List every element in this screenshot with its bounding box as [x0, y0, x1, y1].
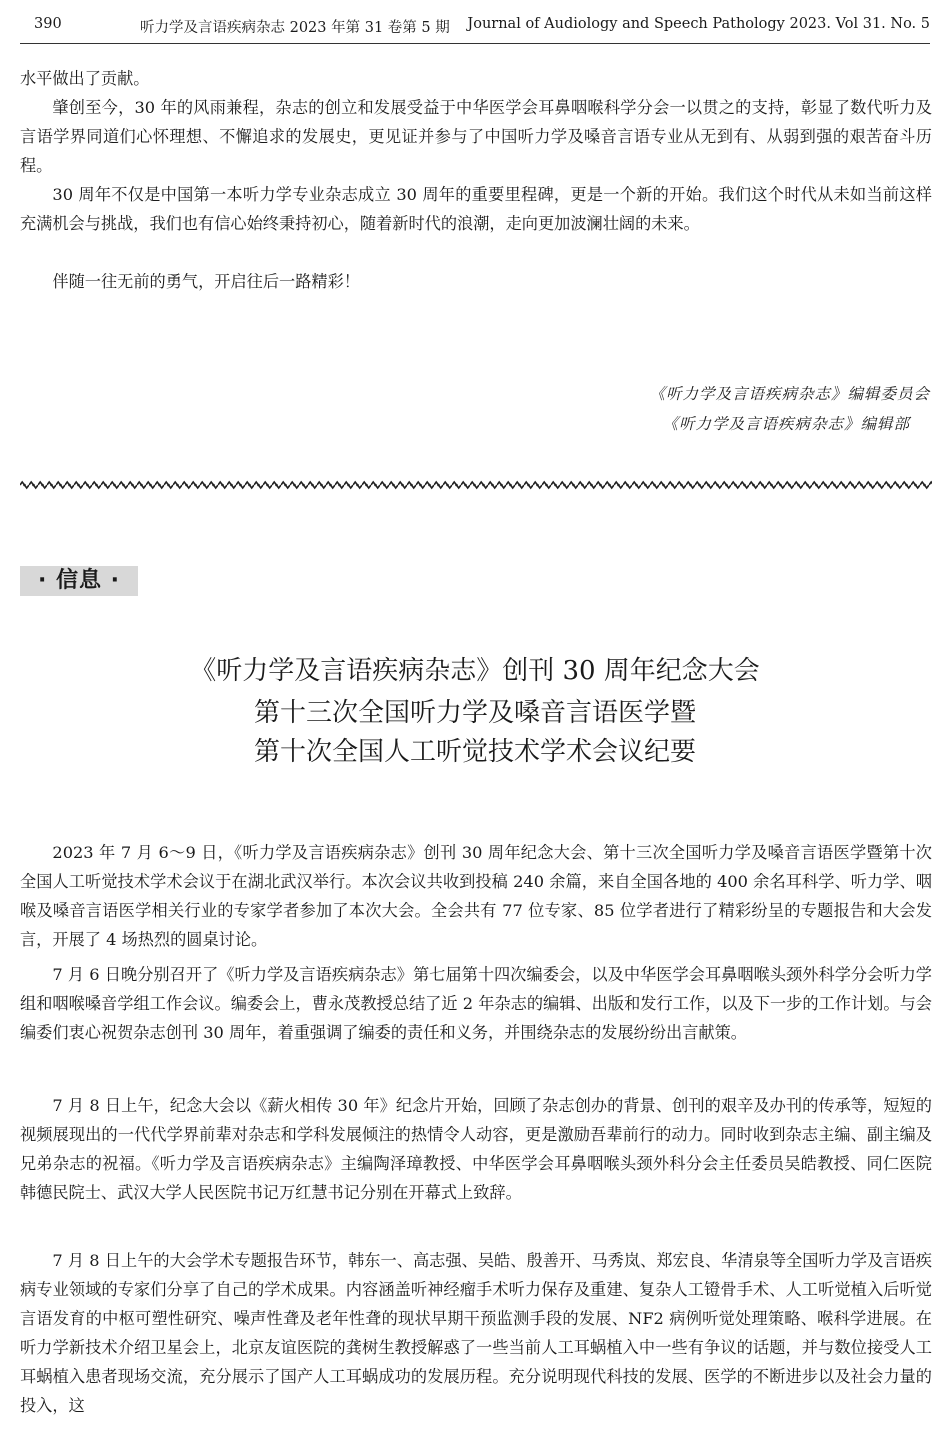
page-number: 390	[34, 16, 62, 32]
article-title-line-1: 《听力学及言语疾病杂志》创刊 30 周年纪念大会	[190, 656, 760, 686]
preface-paragraph: 伴随一往无前的勇气，开启往后一路精彩！	[52, 272, 360, 291]
preface-paragraph: 肇创至今，30 年的风雨兼程，杂志的创立和发展受益于中华医学会耳鼻咽喉科学分会一以贯之的支持，彰显了数代听力及言语学界同道们心怀理想、不懈追求的发展史，更见证并参与了中国听力学及嗓音言语专业从无到有、从弱到强的艰苦奋斗历程。	[20, 98, 932, 175]
header-rule	[20, 43, 930, 44]
article-paragraph: 7 月 8 日上午的大会学术专题报告环节，韩东一、高志强、吴皓、殷善开、马秀岚、郑宏良、华清泉等全国听力学及言语疾病专业领域的专家们分享了自己的学术成果。内容涵盖听神经瘤手术听力保存及重建、复杂人工镫骨手术、人工听觉植入后听觉言语发育的中枢可塑性研究、噪声性聋及老年性聋的现状早期干预监测手段的发展、NF2 病例听觉处理策略、喉科学进展。在听力学新技术介绍卫星会上，北京友谊医院的龚树生教授解惑了一些当前人工耳蜗植入中一些有争议的话题，并与数位接受人工耳蜗植入患者现场交流，充分展示了国产人工耳蜗成功的发展历程。充分说明现代科技的发展、医学的不断进步以及社会力量的投入，这	[20, 1251, 932, 1415]
article-paragraph: 7 月 6 日晚分别召开了《听力学及言语疾病杂志》第七届第十四次编委会，以及中华医学会耳鼻咽喉头颈外科学分会听力学组和咽喉嗓音学组工作会议。编委会上，曹永茂教授总结了近 2 年杂志的编辑、出版和发行工作，以及下一步的工作计划。与会编委们衷心祝贺杂志创刊 30 周年，着重强调了编委的责任和义务，并围绕杂志的发展纷纷出言献策。	[20, 965, 932, 1042]
article-title-line-2: 第十三次全国听力学及嗓音言语医学暨	[253, 698, 696, 728]
ornamental-divider	[20, 480, 932, 490]
article-paragraph: 2023 年 7 月 6～9 日，《听力学及言语疾病杂志》创刊 30 周年纪念大会、第十三次全国听力学及嗓音言语医学暨第十次全国人工听觉技术学术会议于在湖北武汉举行。本次会议共收到投稿 240 余篇，来自全国各地的 400 余名耳科学、听力学、咽喉及嗓音言语医学相关行业的专家学者参加了本次大会。全会共有 77 位专家、85 位学者进行了精彩纷呈的专题报告和大会发言，开展了 4 场热烈的圆桌讨论。	[20, 843, 932, 949]
journal-title-en: Journal of Audiology and Speech Pathology 2023. Vol 31. No. 5	[467, 16, 930, 32]
preface-paragraph: 30 周年不仅是中国第一本听力学专业杂志成立 30 周年的重要里程碑，更是一个新的开始。我们这个时代从未如当前这样充满机会与挑战，我们也有信心始终秉持初心，随着新时代的浪潮，走向更加波澜壮阔的未来。	[20, 185, 932, 233]
signature-editorial-board: 《听力学及言语疾病杂志》编辑委员会	[649, 385, 930, 403]
journal-title-cn: 听力学及言语疾病杂志 2023 年第 31 卷第 5 期	[140, 20, 450, 36]
article-title-line-3: 第十次全国人工听觉技术学术会议纪要	[253, 737, 696, 767]
article-paragraph: 7 月 8 日上午，纪念大会以《薪火相传 30 年》纪念片开始，回顾了杂志创办的背景、创刊的艰辛及办刊的传承等，短短的视频展现出的一代代学界前辈对杂志和学科发展倾注的热情令人动容，更是激励吾辈前行的动力。同时收到杂志主编、副主编及兄弟杂志的祝福。《听力学及言语疾病杂志》主编陶泽璋教授、中华医学会耳鼻咽喉头颈外科分会主任委员吴皓教授、同仁医院韩德民院士、武汉大学人民医院书记万红慧书记分别在开幕式上致辞。	[20, 1096, 932, 1202]
preface-paragraph: 水平做出了贡献。	[20, 69, 150, 88]
running-header	[22, 16, 930, 40]
section-badge-info: · 信息 ·	[20, 566, 138, 596]
signature-editorial-office: 《听力学及言语疾病杂志》编辑部	[662, 415, 910, 433]
